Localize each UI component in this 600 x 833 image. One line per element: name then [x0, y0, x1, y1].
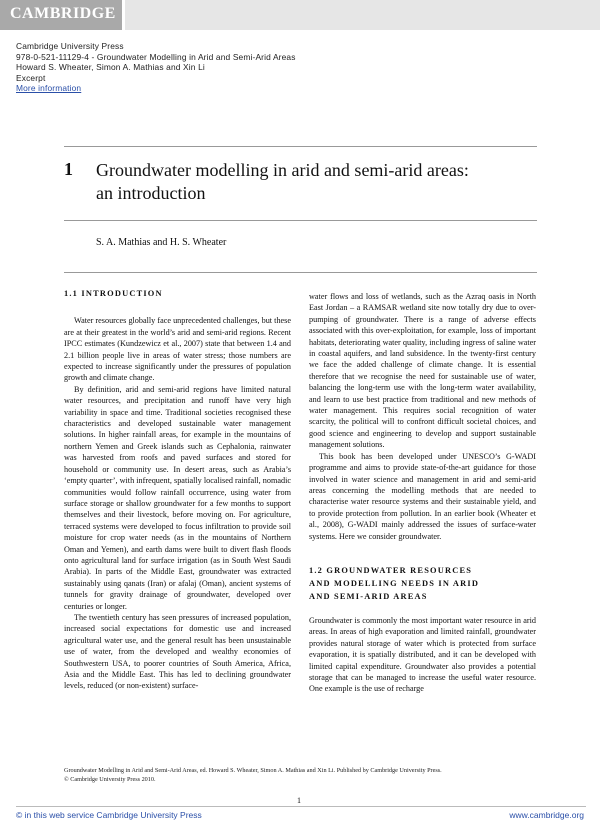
chapter-title-line-1: Groundwater modelling in arid and semi-arid areas: — [96, 160, 469, 180]
cambridge-logo[interactable] — [0, 0, 122, 30]
right-column — [309, 291, 536, 695]
chapter-authors: S. A. Mathias and H. S. Wheater — [96, 237, 227, 248]
more-information-link[interactable]: More information — [16, 83, 82, 93]
heading-line: 1.2 GROUNDWATER RESOURCES — [309, 565, 473, 575]
paragraph: This book has been developed under UNESCO’s G-WADI programme and aims to provide state-of-the-art guidance for those involved in water science and management in arid and semi-arid areas concerning the modelling methods that are needed to characterise water resource systems and their sustainable yield, and to provide protection from pollution. In an earlier book (Wheater et al., 2008), G-WADI mainly addressed the issues of surface-water systems. Here we consider groundwater. — [309, 451, 536, 541]
editors-line: Howard S. Wheater, Simon A. Mathias and Xin Li — [16, 62, 205, 72]
footnote-copyright: © Cambridge University Press 2010. — [64, 775, 156, 783]
cambridge-website-link[interactable]: www.cambridge.org — [509, 810, 584, 820]
chapter-title — [96, 159, 536, 205]
page-number: 1 — [297, 796, 301, 805]
paragraph: The twentieth century has seen pressures of increased population, increased social expectations for domestic use and increased agricultural water use, and the general result has been unsustainable use of water, from the developed and wealthy economies of Southwestern USA, to poorer countries of South America, Africa, Asia and the Middle East. This has led to declining groundwater levels, reduced (or non-existent) surface- — [64, 612, 291, 691]
authors-rule — [64, 272, 537, 273]
top-rule — [64, 146, 537, 147]
excerpt-label: Excerpt — [16, 72, 46, 83]
chapter-number: 1 — [64, 159, 73, 179]
paragraph: Water resources globally face unprecedented challenges, but these are at their greatest in the world’s arid and semi-arid regions. Recent IPCC estimates (Kundzewicz et al., 2007) state that between 1.4 and 2.1 billion people live in areas of water stress; those numbers are expected to increase significantly under the pressures of population growth and climate change. — [64, 316, 291, 383]
title-rule — [64, 220, 537, 221]
section-heading-groundwater-resources — [309, 564, 536, 603]
paragraph: water flows and loss of wetlands, such as the Azraq oasis in North East Jordan – a RAMSAR wetland site now totally dry due to over-pumping of groundwater. There is a range of adverse effects associated with this over-exploitation, for example, loss of important habitats, deteriorating water quality, including ingress of saline water in coastal aquifers, and land subsidence. In the twenty-first century we face the added challenge of climate change. It is essential therefore that we recognise the need for sustainable use of water, balancing the long-term use with the long-term water availability, and learn to use best practice from traditional and new methods of water management. This requires social recognition of water scarcity, the political will to confront difficult societal choices, and good science and engineering to develop and support sustainable management solutions. — [309, 292, 536, 450]
copyright-footnote — [64, 767, 544, 784]
isbn-title-line: 978-0-521-11129-4 - Groundwater Modelling in Arid and Semi-Arid Areas — [16, 51, 296, 62]
paragraph: Groundwater is commonly the most important water resource in arid areas. In areas of high evaporation and limited rainfall, groundwater provides natural storage of water which is protected from surface evaporation, it is spatially distributed, and it can be developed with limited capital expenditure. Groundwater also provides a potential storage that can be managed to increase the useful water resource. One example is the use of recharge — [309, 615, 536, 694]
footnote-citation: Groundwater Modelling in Arid and Semi-Arid Areas, ed. Howard S. Wheater, Simon A. Mathias and Xin Li. Published by Cambridge University Press. — [64, 767, 442, 774]
heading-line: AND SEMI-ARID AREAS — [309, 591, 428, 601]
banner-bar — [125, 0, 600, 30]
publisher-line: Cambridge University Press — [16, 41, 124, 51]
bottom-divider — [16, 806, 586, 807]
book-meta — [16, 41, 296, 94]
heading-line: AND MODELLING NEEDS IN ARID — [309, 578, 480, 588]
header-banner — [0, 0, 600, 30]
logo-text: CAMBRIDGE — [10, 5, 116, 22]
paragraph: By definition, arid and semi-arid regions have limited natural water resources, and precipitation and runoff have very high variability in space and time. Traditional societies recognised these characteristics and developed sustainable water management solutions. In higher rainfall areas, for example in the mountains of northern Yemen and Greek islands such as Cephalonia, rainwater was harvested from roofs and paved surfaces and stored for household or community use. In desert areas, such as Arabia’s ‘empty quarter’, with infrequent, spatially localised rainfall, nomadic communities would follow rainfall occurrence, using water from surface storage or shallow groundwater for a few months to support themselves and their livestock, before moving on. For agriculture, terraced systems were developed to focus infiltration to provide soil moisture for crop water needs (as in the mountains of Northern Oman and Yemen), and earth dams were built to divert flash floods onto agricultural land for surface irrigation (as in South West Saudi Arabia). In parts of the Middle East, groundwater was extracted sustainably using qanats (Iran) or afalaj (Oman), ancient systems of tunnels for gravity drainage of groundwater, developed over centuries or longer. — [64, 384, 291, 611]
web-service-copyright-link[interactable]: © in this web service Cambridge University Press — [16, 810, 202, 820]
section-heading-introduction: 1.1 INTRODUCTION — [64, 289, 163, 298]
chapter-title-line-2: an introduction — [96, 183, 206, 203]
left-column — [64, 288, 291, 692]
